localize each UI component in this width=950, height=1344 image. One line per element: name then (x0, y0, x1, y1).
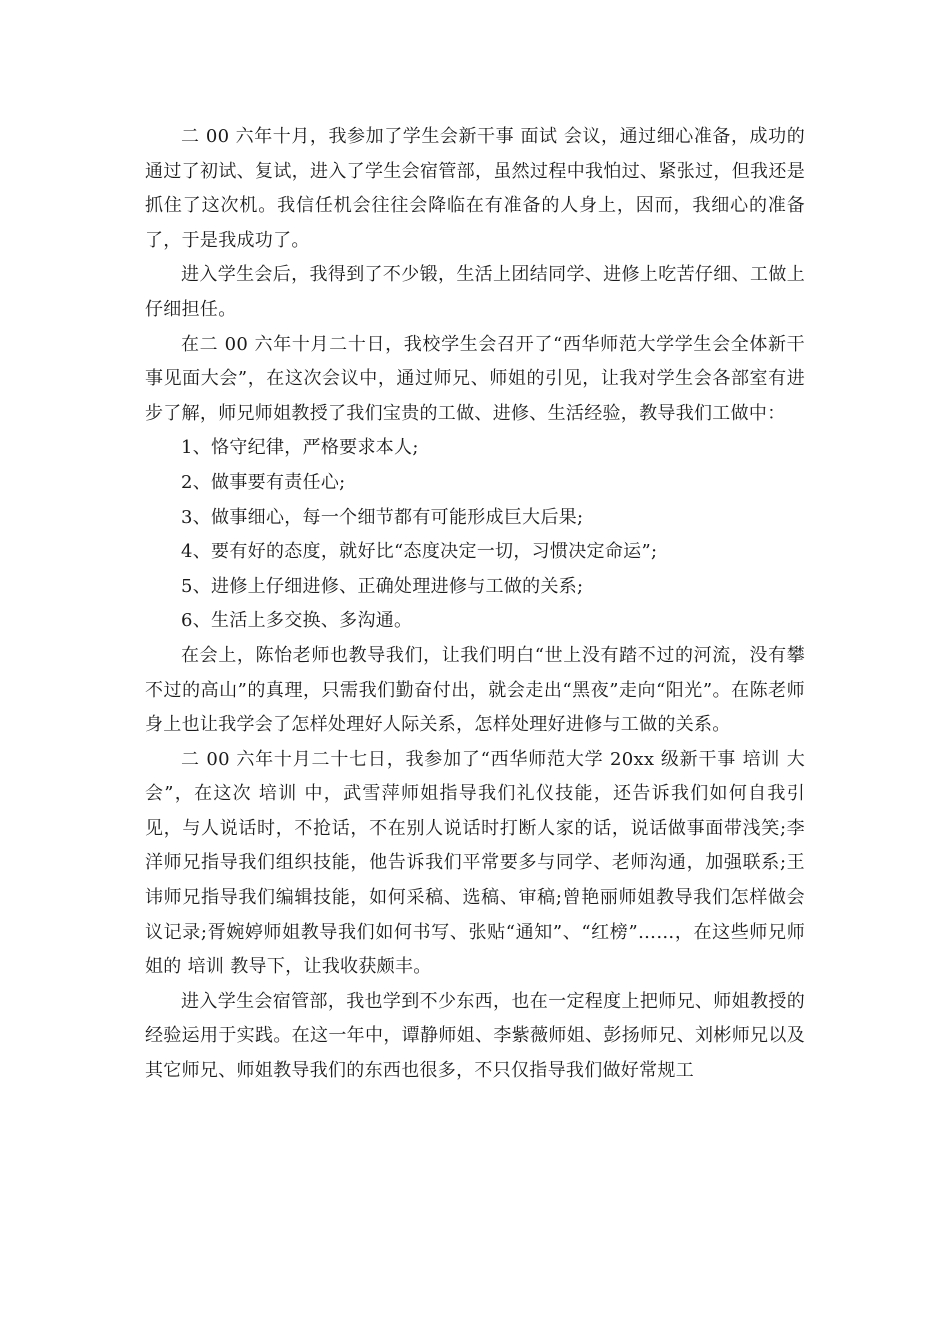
paragraph-training-meeting: 二 00 六年十月二十七日，我参加了“西华师范大学 20xx 级新干事 培训 大会”，在这次 培训 中，武雪萍师姐指导我们礼仪技能，还告诉我们如何自我引见，与人说话时，不抢话，不在别人说话时打断人家的话，说话做事面带浅笑;李洋师兄指导我们组织技能，他告诉我们平常要多与同学、老师沟通，加强联系;王讳师兄指导我们编辑技能，如何采稿、选稿、审稿;曾艳丽师姐教导我们怎样做会议记录;胥婉婷师姐教导我们如何书写、张贴“通知”、“红榜”……，在这些师兄师姐的 培训 教导下，让我收获颇丰。 (145, 748, 805, 978)
paragraph-teacher-guidance: 在会上，陈怡老师也教导我们，让我们明白“世上没有踏不过的河流，没有攀不过的高山”的真理，只需我们勤奋付出，就会走出“黑夜”走向“阳光”。在陈老师身上也让我学会了怎样处理好人际关系，怎样处理好进修与工做的关系。 (145, 644, 805, 736)
list-item-attitude: 4、要有好的态度，就好比“态度决定一切，习惯决定命运”; (181, 541, 658, 563)
list-item-responsibility: 2、做事要有责任心; (181, 471, 346, 493)
list-item-communication: 6、生活上多交换、多沟通。 (181, 610, 413, 632)
paragraph-after-joining: 进入学生会后，我得到了不少锻，生活上团结同学、进修上吃苦仔细、工做上仔细担任。 (145, 264, 805, 320)
paragraph-dorm-department: 进入学生会宿管部，我也学到不少东西，也在一定程度上把师兄、师姐教授的经验运用于实践。在这一年中，谭静师姐、李紫薇师姐、彭扬师兄、刘彬师兄以及其它师兄、师姐教导我们的东西也很多，不只仅指导我们做好常规工 (145, 990, 805, 1082)
list-item-discipline: 1、恪守纪律，严格要求本人; (181, 437, 419, 459)
paragraph-interview: 二 00 六年十月，我参加了学生会新干事 面试 会议，通过细心准备，成功的通过了初试、复试，进入了学生会宿管部，虽然过程中我怕过、紧张过，但我还是抓住了这次机。我信任机会往往会降临在有准备的人身上，因而，我细心的准备了，于是我成功了。 (145, 126, 805, 251)
list-item-carefulness: 3、做事细心，每一个细节都有可能形成巨大后果; (181, 506, 584, 528)
list-item-study: 5、进修上仔细进修、正确处理进修与工做的关系; (181, 575, 584, 597)
paragraph-welcome-meeting: 在二 00 六年十月二十日，我校学生会召开了“西华师范大学学生会全体新干事见面大会”，在这次会议中，通过师兄、师姐的引见，让我对学生会各部室有进步了解，师兄师姐教授了我们宝贵的工做、进修、生活经验，教导我们工做中： (145, 333, 805, 424)
